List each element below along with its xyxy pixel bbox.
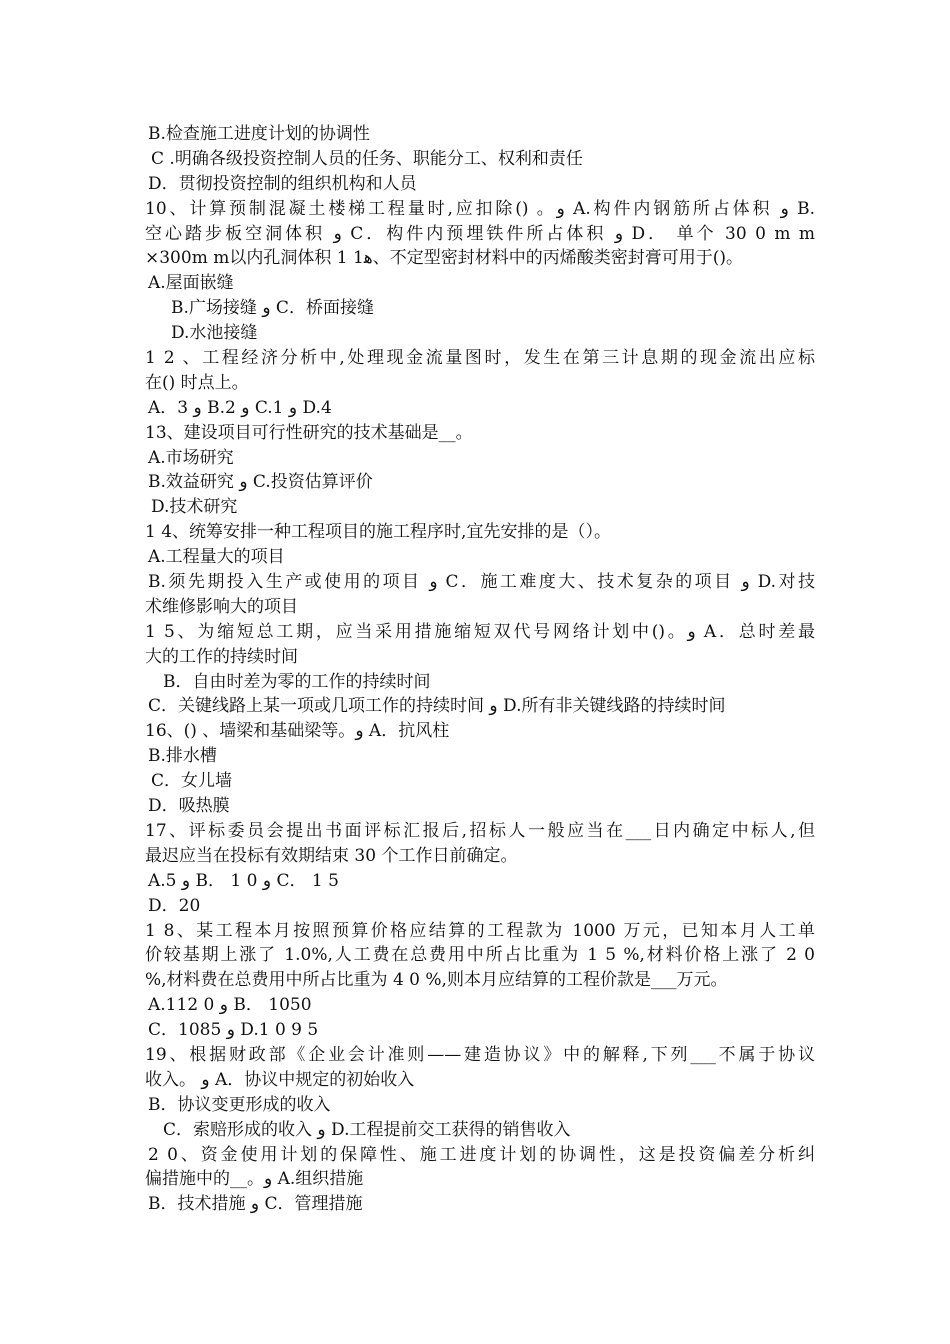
question-14-line: 1 4、统筹安排一种工程项目的施工程序时,宜先安排的是（）。 [145,522,611,543]
text-line: D．吸热膜 [148,796,230,817]
text-line: B.排水槽 [148,746,217,767]
text-line: C．女儿墙 [151,771,233,792]
text-line: B.广场接缝 و C．桥面接缝 [171,298,374,319]
text-line: %,材料费在总费用中所占比重为 4 0 %,则本月应结算的工程价款是___万元。 [145,970,728,991]
question-10-line: 10、计算预制混凝土楼梯工程量时,应扣除() 。و A.构件内钢筋所占体积 و B. [145,198,815,219]
question-12-line: 1 2 、工程经济分析中,处理现金流量图时，发生在第三计息期的现金流出应标 [145,348,815,369]
text-line: A.屋面嵌缝 [148,273,234,294]
text-line: D.技术研究 [151,497,238,518]
text-line: A.市场研究 [148,447,234,468]
text-line: D.水池接缝 [171,323,258,344]
text-line: A.5 و B． 1 0 و C． 1 5 [148,870,339,891]
question-18-line: 1 8、某工程本月按照预算价格应结算的工程款为 1000 万元，已知本月人工单 [145,920,815,941]
text-line: C．索赔形成的收入 و D.工程提前交工获得的销售收入 [163,1119,571,1140]
question-20-line: 2 0、资金使用计划的保障性、施工进度计划的协调性，这是投资偏差分析纠 [148,1144,815,1165]
text-line: C．1085 و D.1 0 9 5 [148,1020,319,1041]
text-line: 价较基期上涨了 1.0%,人工费在总费用中所占比重为 1 5 %,材料价格上涨了 2 0 [145,945,815,966]
text-line: C .明确各级投资控制人员的任务、职能分工、权利和责任 [151,148,583,169]
text-line: 空心踏步板空洞体积 و C．构件内预埋铁件所占体积 و D． 单个 30 0 m m [145,223,815,244]
text-line: 在() 时点上。 [145,372,249,393]
text-line: B．自由时差为零的工作的持续时间 [163,671,431,692]
question-19-line: 19、根据财政部《企业会计准则——建造协议》中的解释,下列___不属于协议 [145,1044,815,1065]
text-line: 偏措施中的__。و A.组织措施 [145,1169,364,1190]
text-line: 术维修影响大的项目 [145,596,298,617]
text-line: B．技术措施 و C．管理措施 [148,1194,363,1215]
text-line: 大的工作的持续时间 [145,646,298,667]
question-17-line: 17、评标委员会提出书面评标汇报后,招标人一般应当在___日内确定中标人,但 [145,820,815,841]
text-line: A.112 0 و B． 1050 [148,995,312,1016]
text-line: B．协议变更形成的收入 [148,1094,331,1115]
question-13-line: 13、建设项目可行性研究的技术基础是__。 [145,422,473,443]
question-11-line: ×300m m以内孔洞体积 1 1ﻫ、不定型密封材料中的丙烯酸类密封膏可用于()。 [145,248,744,269]
text-line: 收入。 و A．协议中规定的初始收入 [145,1069,415,1090]
document-body [145,122,815,1217]
text-line: B.检查施工进度计划的协调性 [148,124,370,144]
text-line: D．贯彻投资控制的组织机构和人员 [148,173,417,194]
text-line: D．20 [148,895,201,916]
question-16-line: 16、() 、墙梁和基础梁等。و A．抗风柱 [145,721,450,742]
question-15-line: 1 5、为缩短总工期，应当采用措施缩短双代号网络计划中()。و A．总时差最 [145,621,815,642]
text-line: A.工程量大的项目 [148,547,285,568]
text-line: B.须先期投入生产或使用的项目 و C．施工难度大、技术复杂的项目 و D.对技 [148,572,815,593]
text-line: B.效益研究 و C.投资估算评价 [148,472,373,493]
text-line: A．3 و B.2 و C.1 و D.4 [148,397,332,418]
text-line: C．关键线路上某一项或几项工作的持续时间 و D.所有非关键线路的持续时间 [148,696,726,717]
text-line: 最迟应当在投标有效期结束 30 个工作日前确定。 [145,845,518,866]
